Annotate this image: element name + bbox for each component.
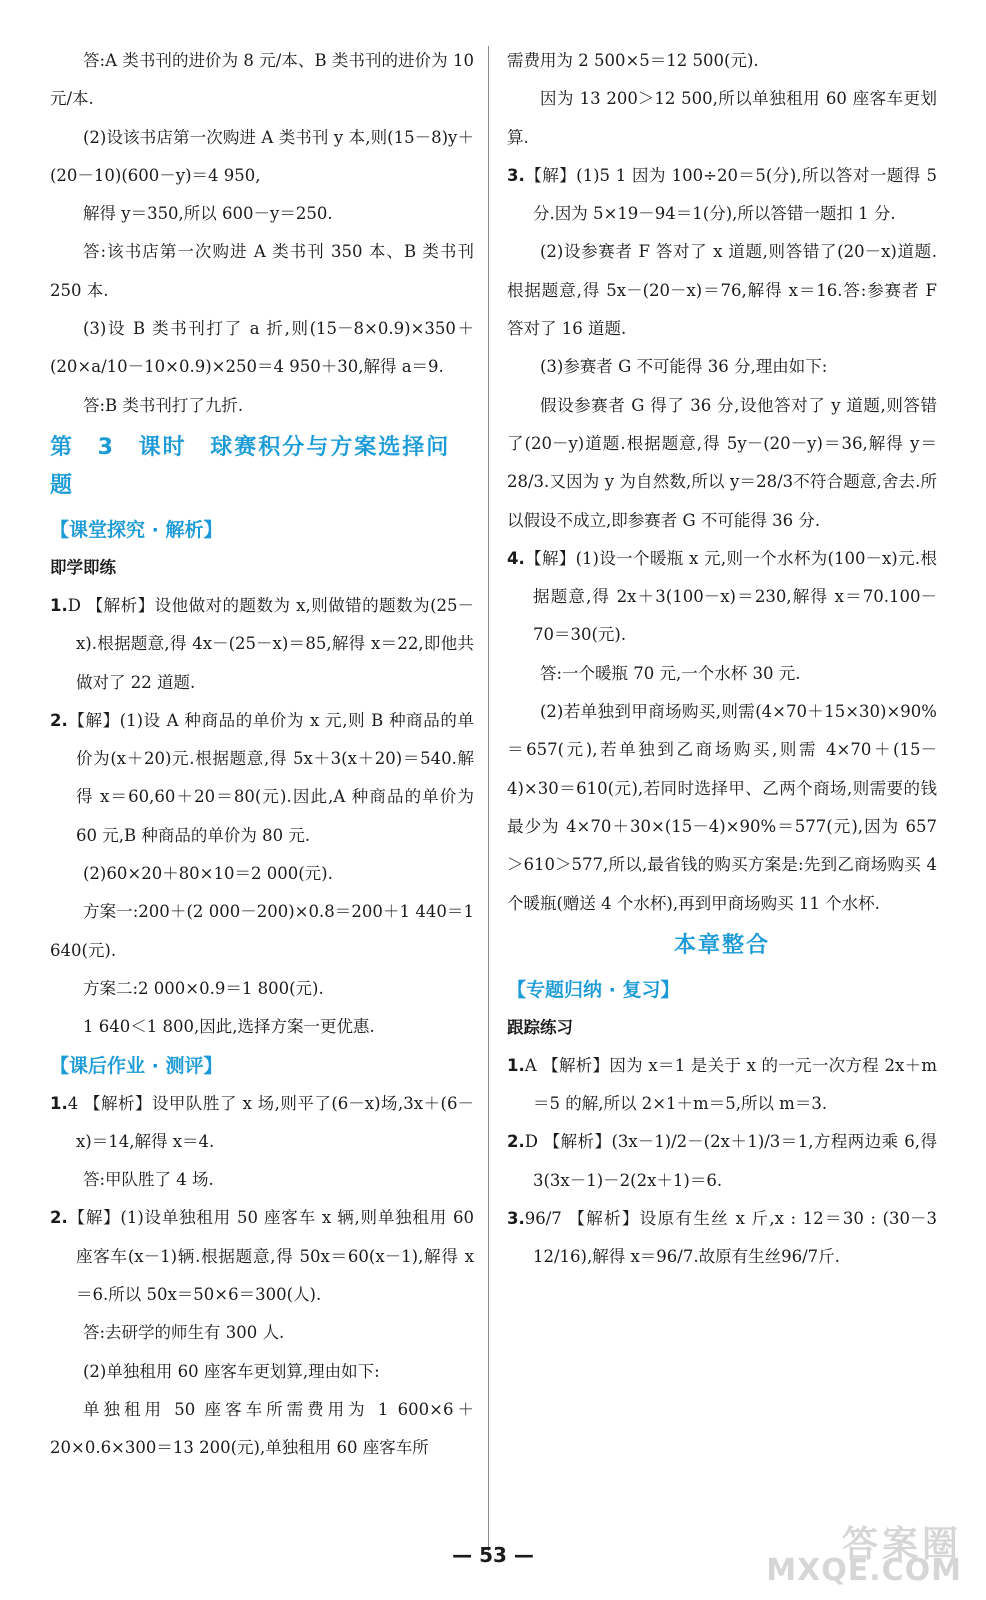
subhead: 跟踪练习 [507, 1017, 573, 1037]
question-number: 3. [507, 165, 525, 185]
answer-line: 答:去研学的师生有 300 人. [83, 1323, 285, 1343]
question-item [507, 1047, 937, 1124]
answer-line: (3)参赛者 G 不可能得 36 分,理由如下: [540, 357, 828, 377]
question-item [50, 702, 474, 855]
answer-line: 单独租用 50 座客车所需费用为 1 600×6＋20×0.6×300＝13 200(元),单独租用 60 座客车所 [50, 1399, 474, 1458]
left-column [50, 42, 474, 1468]
question-number: 1. [50, 1093, 68, 1113]
question-item [50, 1085, 474, 1162]
section-tag: 【课后作业 · 测评】 [50, 1054, 223, 1077]
question-text: 【解】(1)设一个暖瓶 x 元,则一个水杯为(100－x)元.根据题意,得 2x＋3(100－x)＝230,解得 x＝70.100－70＝30(元). [524, 548, 937, 645]
answer-line: (2)单独租用 60 座客车更划算,理由如下: [83, 1361, 380, 1381]
question-number: 2. [50, 1208, 68, 1228]
question-number: 1. [50, 595, 68, 615]
watermark-url: MXQE.COM [766, 1553, 962, 1588]
question-text: 96/7 【解析】设原有生丝 x 斤,x : 12＝30 : (30－3 12/16),解得 x＝96/7.故原有生丝96/7斤. [524, 1209, 937, 1267]
answer-line: (2)若单独到甲商场购买,则需(4×70＋15×30)×90%＝657(元),若单独到乙商场购买,则需 4×70＋(15－4)×30＝610(元),若同时选择甲、乙两个商场,则需要的钱最少为 4×70＋30×(15－4)×90%＝577(元),因为 657＞610＞577,所以,最省钱的购买方案是:先到乙商场购买 4 个暖瓶(赠送 4 个水杯),再到甲商场购买 11 个水杯. [507, 702, 937, 913]
answer-line: 解得 y＝350,所以 600－y＝250. [83, 204, 333, 224]
question-number: 3. [507, 1209, 525, 1229]
question-item [50, 587, 474, 702]
answer-line: 答:一个暖瓶 70 元,一个水杯 30 元. [540, 663, 801, 683]
answer-line: 因为 13 200＞12 500,所以单独租用 60 座客车更划算. [507, 89, 937, 147]
answer-line: 答:甲队胜了 4 场. [83, 1170, 214, 1190]
question-text: 【解】(1)5 1 因为 100÷20＝5(分),所以答对一题得 5 分.因为 5×19－94＝1(分),所以答错一题扣 1 分. [524, 165, 937, 224]
question-item [507, 1200, 937, 1277]
answer-line: 答:B 类书刊打了九折. [83, 395, 244, 415]
answer-line: 方案一:200＋(2 000－200)×0.8＝200＋1 440＝1 640(元). [50, 902, 474, 960]
right-column [507, 42, 937, 1277]
watermark [752, 1516, 962, 1588]
answer-line: (2)60×20＋80×10＝2 000(元). [83, 864, 333, 884]
answer-line: 答:该书店第一次购进 A 类书刊 350 本、B 类书刊 250 本. [50, 242, 474, 300]
question-number: 4. [507, 548, 525, 568]
answer-line: (2)设该书店第一次购进 A 类书刊 y 本,则(15－8)y＋(20－10)(600－y)＝4 950, [50, 127, 474, 185]
question-item [507, 540, 937, 655]
question-number: 2. [50, 710, 68, 730]
section-tag: 【专题归纳 · 复习】 [507, 978, 680, 1001]
question-text: 【解】(1)设单独租用 50 座客车 x 辆,则单独租用 60 座客车(x－1)辆.根据题意,得 50x＝60(x－1),解得 x＝6.所以 50x＝50×6＝300(人). [67, 1208, 474, 1305]
page-number: — 53 — [452, 1543, 534, 1567]
answer-line: 需费用为 2 500×5＝12 500(元). [507, 51, 759, 70]
answer-line: 方案二:2 000×0.9＝1 800(元). [83, 978, 324, 998]
question-item [507, 157, 937, 234]
question-text: A 【解析】因为 x＝1 是关于 x 的一元一次方程 2x＋m＝5 的解,所以 2×1＋m＝5,所以 m＝3. [524, 1055, 937, 1114]
section-tag: 【课堂探究 · 解析】 [50, 518, 223, 541]
watermark-logo-text: 答案圈 [841, 1524, 962, 1565]
question-number: 1. [507, 1055, 525, 1075]
question-text: D 【解析】(3x－1)/2－(2x＋1)/3＝1,方程两边乘 6,得 3(3x－1)－2(2x＋1)＝6. [524, 1132, 937, 1190]
question-item [50, 1199, 474, 1314]
answer-line: 1 640＜1 800,因此,选择方案一更优惠. [83, 1017, 375, 1037]
question-text: D 【解析】设他做对的题数为 x,则做错的题数为(25－x).根据题意,得 4x－(25－x)＝85,解得 x＝22,即他共做对了 22 道题. [67, 595, 474, 692]
chapter-title: 本章整合 [673, 932, 770, 958]
section-title: 第 3 课时 球赛积分与方案选择问题 [50, 434, 451, 498]
column-divider [488, 46, 489, 1551]
subhead: 即学即练 [50, 557, 116, 577]
answer-line: (3)设 B 类书刊打了 a 折,则(15－8×0.9)×350＋(20×a/10－10×0.9)×250＝4 950＋30,解得 a＝9. [50, 319, 474, 377]
question-item [507, 1123, 937, 1200]
question-number: 2. [507, 1132, 525, 1152]
answer-line: 答:A 类书刊的进价为 8 元/本、B 类书刊的进价为 10 元/本. [50, 51, 474, 109]
answer-line: (2)设参赛者 F 答对了 x 道题,则答错了(20－x)道题.根据题意,得 5x－(20－x)＝76,解得 x＝16.答:参赛者 F 答对了 16 道题. [507, 242, 937, 339]
answer-line: 假设参赛者 G 得了 36 分,设他答对了 y 道题,则答错了(20－y)道题.根据题意,得 5y－(20－y)＝36,解得 y＝28/3.又因为 y 为自然数,所以 y＝28/3不符合题意,舍去.所以假设不成立,即参赛者 G 不可能得 36 分. [507, 395, 937, 530]
question-text: 【解】(1)设 A 种商品的单价为 x 元,则 B 种商品的单价为(x＋20)元.根据题意,得 5x＋3(x＋20)＝540.解得 x＝60,60＋20＝80(元).因此,A 种商品的单价为 60 元,B 种商品的单价为 80 元. [67, 710, 474, 845]
question-text: 4 【解析】设甲队胜了 x 场,则平了(6－x)场,3x＋(6－x)＝14,解得 x＝4. [67, 1093, 474, 1151]
